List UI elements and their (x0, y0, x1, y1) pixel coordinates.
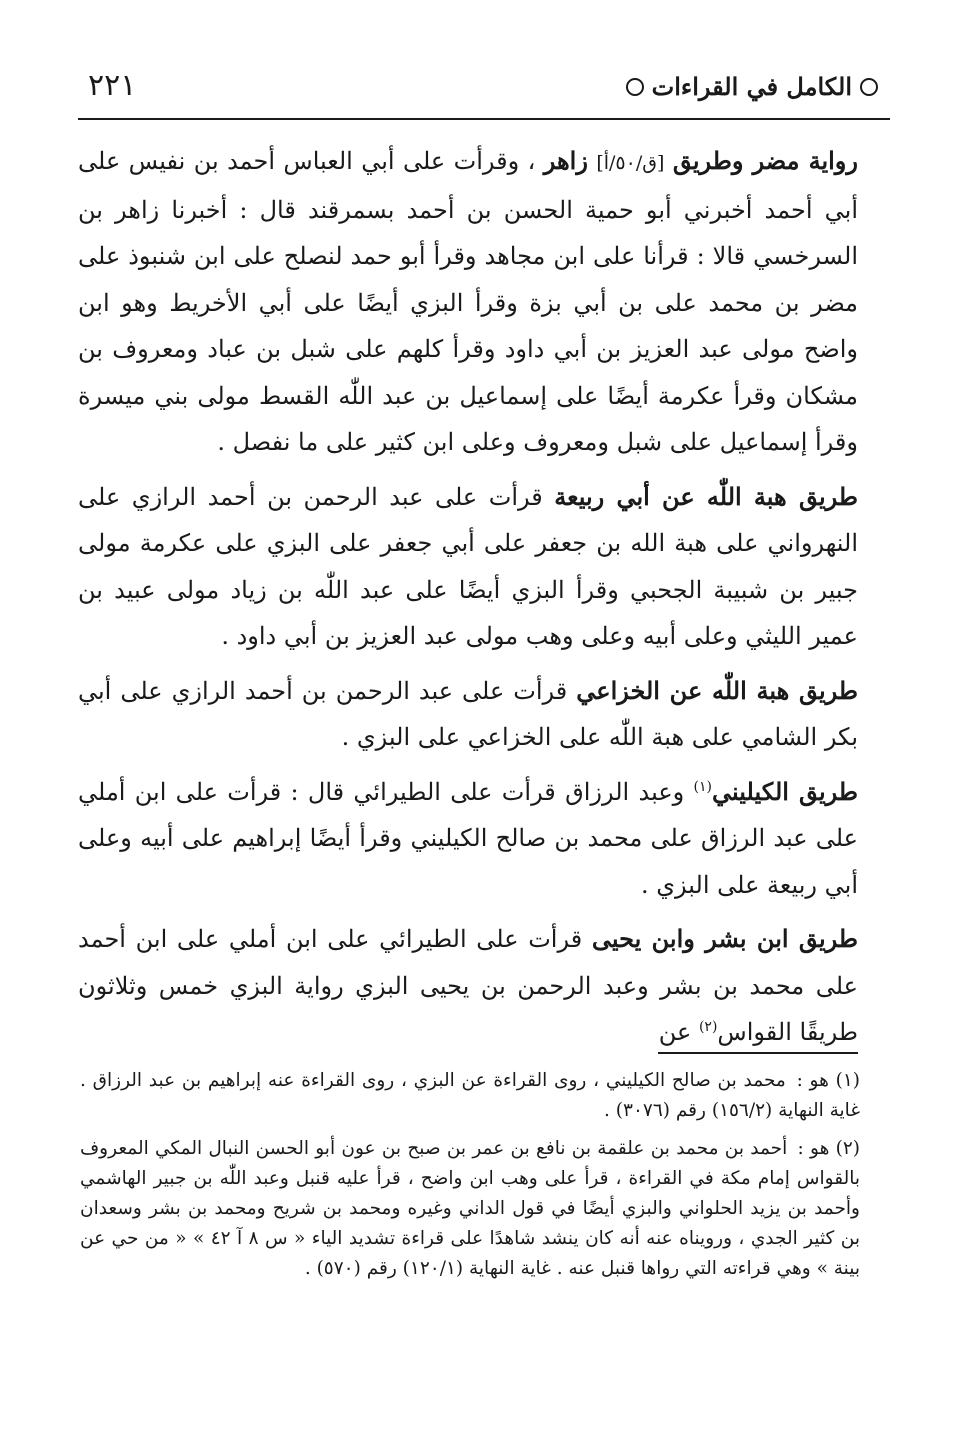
footnote-divider (658, 1052, 858, 1054)
footnote (80, 1066, 860, 1126)
footnote (80, 1134, 860, 1284)
paragraph-heading: طريق هبة اللّٰه عن الخزاعي (576, 675, 858, 705)
paragraph-text: قرأت على عبد الرحمن بن أحمد الرازي على أبي بكر الشامي على هبة اللّٰه على الخزاعي على البزي . (78, 676, 858, 751)
page-number: ٢٢١ (88, 68, 137, 103)
paragraph-text: ، وقرأت على أبي العباس أحمد بن نفيس على أبي أحمد أخبرني أبو حمية الحسن بن أحمد بسمرقند قال : أخبرنا زاهر بن السرخسي قالا : قرأنا على ابن مجاهد وقرأ أبو حمد لنصلح على ابن شنبوذ على مضر بن محمد على بن أبي بزة وقرأ البزي أيضًا على أبي الأخريط وهو ابن واضح مولى عبد العزيز بن أبي داود وقرأ كلهم على شبل بن عباد ومعروف بن مشكان وقرأ عكرمة أيضًا على إسماعيل بن عبد اللّٰه القسط مولى بني ميسرة وقرأ إسماعيل على شبل ومعروف وعلى ابن كثير على ما نفصل . (78, 147, 858, 456)
footnote-number: (٢) هو : (797, 1138, 860, 1159)
paragraph-heading: رواية مضر وطريق (672, 146, 858, 175)
paragraph-heading: طريق الكيليني (712, 776, 858, 806)
paragraph-text: قرأت على عبد الرحمن بن أحمد الرازي على النهرواني على هبة الله بن جعفر على أبي جعفر على البزي على عكرمة مولى جبير بن شبيبة الجحبي وقرأ البزي أيضًا على عبد اللّٰه بن زياد مولى عبيد بن عمير الليثي وعلى أبيه وعلى وهب مولى عبد العزيز بن أبي داود . (78, 482, 858, 650)
footnote-text: أحمد بن محمد بن علقمة بن نافع بن عمر بن صبح بن عون أبو الحسن النبال المكي المعروف بالقواس إمام مكة في القراءة ، قرأ على وهب ابن واضح ، قرأ عليه قنبل وعبد اللّٰه بن جبير الهاشمي وأحمد بن يزيد الحلواني والبزي أيضًا في قول الداني وغيره ومحمد بن شريح ومحمد بن بشر وسعدان بن كثير الجدي ، ورويناه عنه أنه كان ينشد شاهدًا على قراءة تشديد الياء « س ٨ آ ٤٢ » « من حي عن بينة » وهي قراءته التي رواها قنبل عنه . غاية النهاية (١٢٠/١) رقم (٥٧٠) . (80, 1138, 860, 1279)
footnote-marker[interactable]: (٢) (698, 1019, 718, 1035)
circle-ornament-icon (860, 78, 878, 96)
paragraph-heading: زاهر (543, 146, 588, 175)
paragraph (78, 916, 858, 1056)
footnote-number: (١) هو : (796, 1070, 860, 1091)
paragraph-text: قرأت على الطيرائي على ابن أملي على ابن أحمد على محمد بن بشر وعبد الرحمن بن يحيى البزي رواية البزي خمس وثلاثون طريقًا القواس (78, 925, 858, 1046)
circle-ornament-icon (626, 78, 644, 96)
paragraph-text: عن (658, 1018, 692, 1046)
paragraph (78, 474, 858, 660)
manuscript-citation: [ق/٥٠/أ] (596, 152, 665, 174)
header-divider (78, 118, 890, 120)
paragraph-heading: طريق ابن بشر وابن يحيى (591, 924, 858, 953)
running-title (626, 72, 878, 101)
paragraph-heading: طريق هبة اللّٰه عن أبي ربيعة (554, 481, 858, 511)
paragraph (78, 668, 858, 761)
footnote-marker[interactable]: (١) (693, 778, 713, 795)
paragraph (78, 769, 858, 909)
paragraph-text: وعبد الرزاق قرأت على الطيرائي قال : قرأت على ابن أملي على عبد الرزاق على محمد بن صالح الكيليني وقرأ أيضًا إبراهيم على أبيه وعلى أبي ربيعة على البزي . (78, 777, 858, 899)
running-title-text: الكامل في القراءات (651, 72, 852, 101)
footnote-text: محمد بن صالح الكيليني ، روى القراءة عن البزي ، روى القراءة عنه إبراهيم بن عبد الرزاق . غاية النهاية (١٥٦/٢) رقم (٣٠٧٦) . (80, 1070, 860, 1121)
page-header (80, 62, 888, 118)
paragraph (78, 138, 858, 466)
main-text (78, 138, 858, 1056)
footnotes (80, 1066, 860, 1292)
